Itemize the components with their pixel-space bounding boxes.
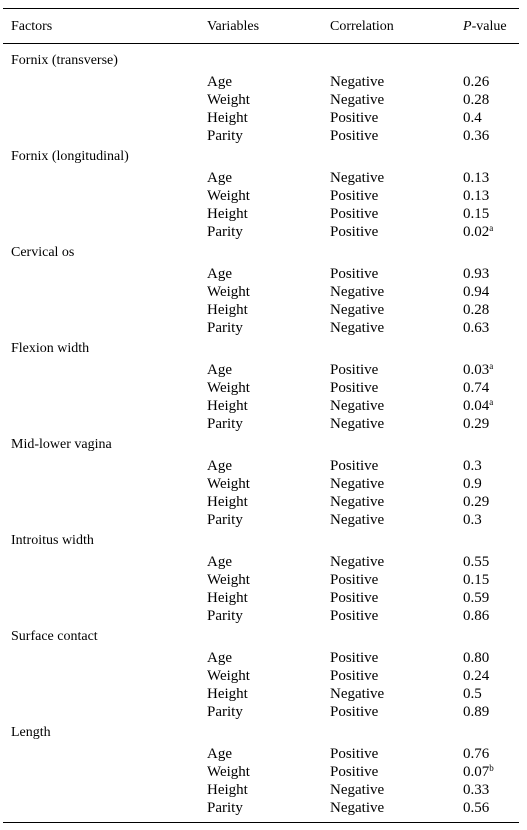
- table-row: [0, 607, 527, 625]
- factor-group: [0, 52, 527, 148]
- table-row: [0, 457, 527, 475]
- p-value-cell: [463, 91, 489, 109]
- variable-cell: Age: [207, 458, 232, 474]
- factor-label: Flexion width: [11, 341, 90, 356]
- p-value-cell: [463, 649, 489, 667]
- table-row: [0, 223, 527, 241]
- factor-rows: [0, 169, 527, 241]
- p-value-cell: [463, 607, 489, 625]
- p-value-cell: [463, 553, 489, 571]
- variable-cell: Parity: [207, 416, 243, 432]
- p-value-cell: [463, 187, 489, 205]
- factor-rows: [0, 745, 527, 817]
- correlation-cell: Positive: [330, 458, 379, 474]
- correlation-cell: Positive: [330, 224, 379, 240]
- table-row: [0, 361, 527, 379]
- correlation-cell: Positive: [330, 668, 379, 684]
- table-row: [0, 799, 527, 817]
- p-value-number: 0.56: [463, 800, 490, 816]
- factor-group: [0, 244, 527, 340]
- p-value-cell: [463, 301, 489, 319]
- p-value-number: 0.13: [463, 170, 490, 186]
- table-row: [0, 703, 527, 721]
- variable-cell: Parity: [207, 128, 243, 144]
- variable-cell: Height: [207, 206, 248, 222]
- footnote-marker: a: [489, 397, 494, 407]
- table-header-rule: [3, 43, 519, 44]
- table-row: [0, 169, 527, 187]
- factor-rows: [0, 265, 527, 337]
- p-value-number: 0.3: [463, 458, 482, 474]
- variable-cell: Parity: [207, 224, 243, 240]
- p-value-number: 0.80: [463, 650, 490, 666]
- p-value-cell: [463, 169, 489, 187]
- table-row: [0, 73, 527, 91]
- p-value-cell: [463, 781, 489, 799]
- p-value-number: 0.63: [463, 320, 490, 336]
- p-value-cell: [463, 265, 489, 283]
- factor-rows: [0, 553, 527, 625]
- correlation-cell: Positive: [330, 590, 379, 606]
- table-row: [0, 589, 527, 607]
- variable-cell: Weight: [207, 380, 250, 396]
- correlation-cell: Positive: [330, 764, 379, 780]
- p-value-cell: [463, 361, 493, 379]
- factor-label: Fornix (longitudinal): [11, 149, 129, 164]
- p-value-number: 0.89: [463, 704, 490, 720]
- variable-cell: Parity: [207, 704, 243, 720]
- table-row: [0, 205, 527, 223]
- p-value-number: 0.28: [463, 302, 490, 318]
- correlation-cell: Positive: [330, 362, 379, 378]
- correlation-cell: Negative: [330, 398, 385, 414]
- header-p-italic: P: [463, 19, 472, 34]
- p-value-cell: [463, 127, 489, 145]
- correlation-cell: Positive: [330, 650, 379, 666]
- variable-cell: Weight: [207, 764, 250, 780]
- p-value-number: 0.5: [463, 686, 482, 702]
- p-value-number: 0.94: [463, 284, 490, 300]
- p-value-number: 0.24: [463, 668, 490, 684]
- p-value-number: 0.03: [463, 362, 490, 378]
- factor-group: [0, 340, 527, 436]
- factor-rows: [0, 457, 527, 529]
- correlation-cell: Negative: [330, 512, 385, 528]
- p-value-number: 0.15: [463, 206, 490, 222]
- factor-label: Surface contact: [11, 629, 98, 644]
- p-value-cell: [463, 457, 482, 475]
- p-value-number: 0.86: [463, 608, 490, 624]
- correlation-cell: Positive: [330, 110, 379, 126]
- p-value-number: 0.36: [463, 128, 490, 144]
- variable-cell: Weight: [207, 284, 250, 300]
- variable-cell: Height: [207, 398, 248, 414]
- table-row: [0, 91, 527, 109]
- p-value-cell: [463, 283, 489, 301]
- variable-cell: Age: [207, 362, 232, 378]
- table-row: [0, 415, 527, 433]
- table-row: [0, 379, 527, 397]
- variable-cell: Height: [207, 590, 248, 606]
- variable-cell: Age: [207, 74, 232, 90]
- footnote-marker: a: [489, 361, 494, 371]
- p-value-cell: [463, 205, 489, 223]
- table-row: [0, 397, 527, 415]
- variable-cell: Weight: [207, 476, 250, 492]
- factor-label: Fornix (transverse): [11, 53, 118, 68]
- table-row: [0, 127, 527, 145]
- variable-cell: Height: [207, 302, 248, 318]
- table-row: [0, 685, 527, 703]
- p-value-cell: [463, 397, 493, 415]
- table-row: [0, 649, 527, 667]
- table-row: [0, 301, 527, 319]
- p-value-cell: [463, 799, 489, 817]
- p-value-number: 0.15: [463, 572, 490, 588]
- p-value-cell: [463, 109, 482, 127]
- table-row: [0, 745, 527, 763]
- factor-label: Introitus width: [11, 533, 94, 548]
- variable-cell: Parity: [207, 608, 243, 624]
- p-value-number: 0.33: [463, 782, 490, 798]
- correlation-cell: Positive: [330, 572, 379, 588]
- table-row: [0, 187, 527, 205]
- p-value-cell: [463, 589, 489, 607]
- p-value-number: 0.59: [463, 590, 490, 606]
- variable-cell: Age: [207, 746, 232, 762]
- header-variables: Variables: [207, 19, 260, 34]
- p-value-number: 0.3: [463, 512, 482, 528]
- p-value-cell: [463, 763, 494, 781]
- table-row: [0, 475, 527, 493]
- header-p-value: [463, 18, 507, 36]
- variable-cell: Weight: [207, 572, 250, 588]
- correlation-cell: Positive: [330, 380, 379, 396]
- p-value-number: 0.4: [463, 110, 482, 126]
- correlation-cell: Negative: [330, 284, 385, 300]
- p-value-number: 0.26: [463, 74, 490, 90]
- table-row: [0, 667, 527, 685]
- table-top-rule: [3, 8, 519, 9]
- variable-cell: Parity: [207, 800, 243, 816]
- factor-group: [0, 148, 527, 244]
- factor-label: Mid-lower vagina: [11, 437, 112, 452]
- correlation-cell: Negative: [330, 554, 385, 570]
- correlation-cell: Negative: [330, 686, 385, 702]
- factor-group: [0, 532, 527, 628]
- variable-cell: Age: [207, 554, 232, 570]
- correlation-cell: Positive: [330, 746, 379, 762]
- correlation-cell: Negative: [330, 494, 385, 510]
- variable-cell: Weight: [207, 188, 250, 204]
- p-value-cell: [463, 493, 489, 511]
- p-value-number: 0.93: [463, 266, 490, 282]
- table-bottom-rule: [3, 822, 519, 823]
- factor-group: [0, 436, 527, 532]
- footnote-marker: a: [489, 223, 494, 233]
- p-value-cell: [463, 511, 482, 529]
- variable-cell: Age: [207, 266, 232, 282]
- correlation-cell: Positive: [330, 188, 379, 204]
- p-value-cell: [463, 667, 489, 685]
- factor-label: Length: [11, 725, 51, 740]
- p-value-number: 0.29: [463, 494, 490, 510]
- header-factors: Factors: [11, 19, 53, 34]
- header-correlation: Correlation: [330, 19, 394, 34]
- p-value-cell: [463, 703, 489, 721]
- p-value-number: 0.04: [463, 398, 490, 414]
- correlation-cell: Negative: [330, 320, 385, 336]
- correlation-cell: Negative: [330, 416, 385, 432]
- correlation-cell: Positive: [330, 266, 379, 282]
- table-row: [0, 319, 527, 337]
- correlation-cell: Positive: [330, 608, 379, 624]
- table-row: [0, 283, 527, 301]
- table-row: [0, 571, 527, 589]
- correlation-cell: Negative: [330, 92, 385, 108]
- p-value-number: 0.02: [463, 224, 490, 240]
- p-value-cell: [463, 319, 489, 337]
- variable-cell: Weight: [207, 92, 250, 108]
- table-row: [0, 265, 527, 283]
- variable-cell: Age: [207, 650, 232, 666]
- correlation-cell: Negative: [330, 74, 385, 90]
- footnote-marker: b: [489, 763, 494, 773]
- p-value-cell: [463, 223, 493, 241]
- variable-cell: Weight: [207, 668, 250, 684]
- p-value-number: 0.13: [463, 188, 490, 204]
- variable-cell: Height: [207, 494, 248, 510]
- p-value-number: 0.28: [463, 92, 490, 108]
- correlation-cell: Negative: [330, 302, 385, 318]
- p-value-cell: [463, 379, 489, 397]
- p-value-number: 0.76: [463, 746, 490, 762]
- p-value-number: 0.55: [463, 554, 490, 570]
- factor-label: Cervical os: [11, 245, 75, 260]
- p-value-number: 0.9: [463, 476, 482, 492]
- variable-cell: Height: [207, 110, 248, 126]
- factor-rows: [0, 73, 527, 145]
- p-value-cell: [463, 475, 482, 493]
- p-value-number: 0.29: [463, 416, 490, 432]
- factor-rows: [0, 361, 527, 433]
- variable-cell: Parity: [207, 320, 243, 336]
- correlation-cell: Positive: [330, 206, 379, 222]
- table-row: [0, 763, 527, 781]
- p-value-cell: [463, 685, 482, 703]
- variable-cell: Age: [207, 170, 232, 186]
- p-value-number: 0.07: [463, 764, 490, 780]
- p-value-cell: [463, 571, 489, 589]
- factor-group: [0, 628, 527, 724]
- correlation-cell: Positive: [330, 704, 379, 720]
- correlation-cell: Negative: [330, 800, 385, 816]
- p-value-cell: [463, 73, 489, 91]
- p-value-number: 0.74: [463, 380, 490, 396]
- correlation-cell: Positive: [330, 128, 379, 144]
- table-row: [0, 109, 527, 127]
- header-p-rest: -value: [471, 19, 507, 34]
- variable-cell: Height: [207, 782, 248, 798]
- table-body: [0, 52, 527, 820]
- table-row: [0, 781, 527, 799]
- variable-cell: Parity: [207, 512, 243, 528]
- variable-cell: Height: [207, 686, 248, 702]
- correlation-cell: Negative: [330, 476, 385, 492]
- correlation-cell: Negative: [330, 782, 385, 798]
- table-row: [0, 511, 527, 529]
- table-row: [0, 553, 527, 571]
- correlation-cell: Negative: [330, 170, 385, 186]
- p-value-cell: [463, 745, 489, 763]
- factor-rows: [0, 649, 527, 721]
- factor-group: [0, 724, 527, 820]
- table-row: [0, 493, 527, 511]
- p-value-cell: [463, 415, 489, 433]
